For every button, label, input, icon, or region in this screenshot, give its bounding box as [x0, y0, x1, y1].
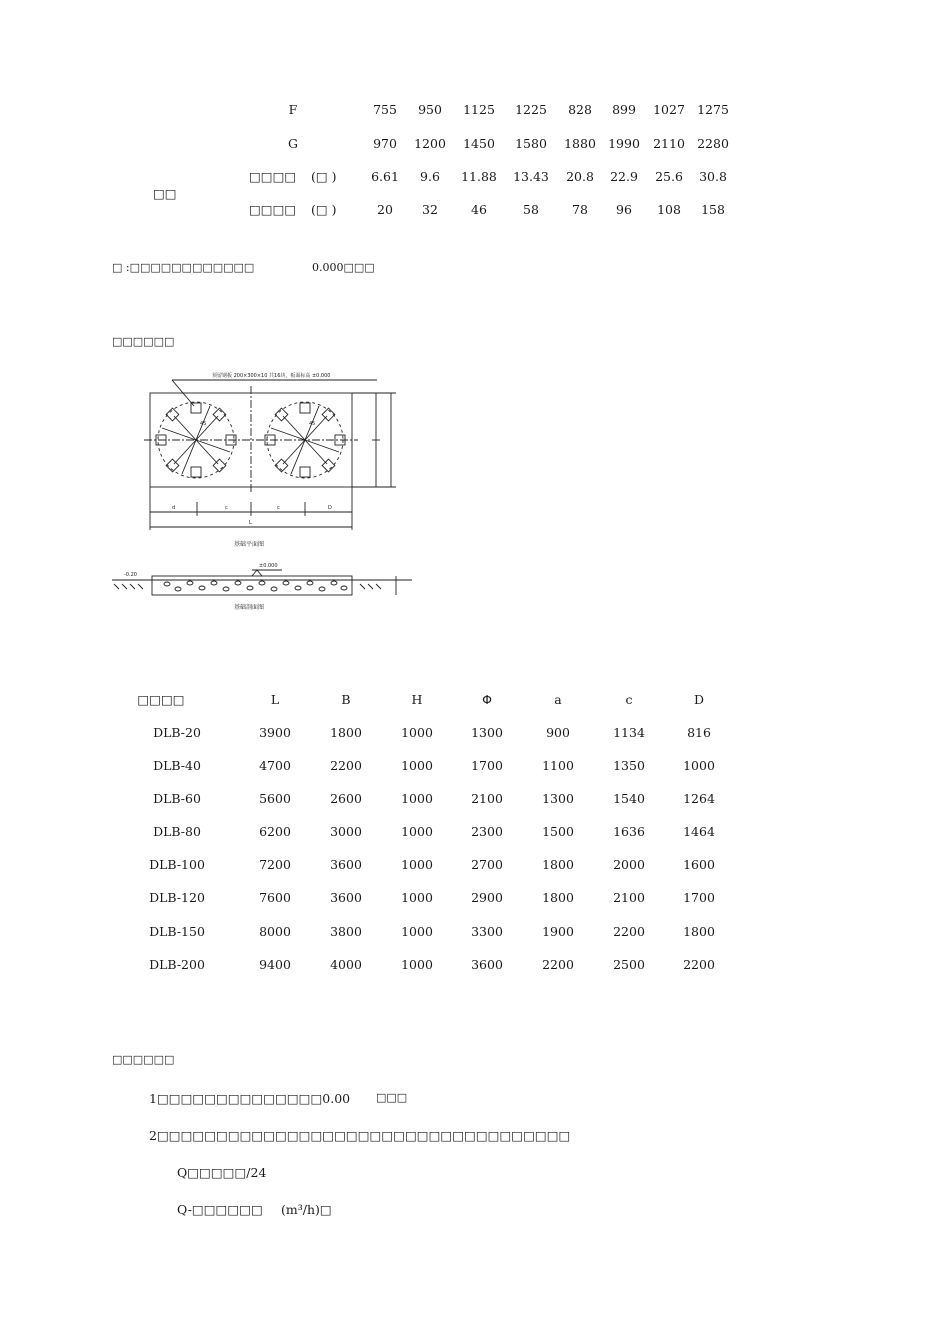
spec-header: L	[270, 692, 280, 707]
group-label: □□	[153, 186, 177, 201]
cell: 25.6	[655, 169, 683, 184]
table-cell: 1000	[683, 758, 715, 773]
cell: 6.61	[371, 169, 399, 184]
table-cell: 2200	[613, 924, 645, 939]
cell: 78	[572, 202, 588, 217]
table-cell: 1800	[542, 890, 574, 905]
foundation-drawing	[112, 366, 412, 616]
cell: 9.6	[420, 169, 440, 184]
cell: 20.8	[566, 169, 594, 184]
spec-header: H	[411, 692, 423, 707]
table-cell: 1700	[683, 890, 715, 905]
table-cell: 1000	[401, 791, 433, 806]
cell: 828	[568, 102, 592, 117]
table-cell: 1000	[401, 725, 433, 740]
row-unit-volume: (□ )	[311, 202, 337, 217]
cell: 899	[612, 102, 636, 117]
table-cell: 2000	[613, 857, 645, 872]
section-title-install: □□□□□□	[112, 1053, 175, 1066]
table-cell: 2200	[683, 957, 715, 972]
table-cell: 9400	[259, 957, 291, 972]
table-cell: 1800	[542, 857, 574, 872]
table-cell: 1600	[683, 857, 715, 872]
table-cell: 4000	[330, 957, 362, 972]
table-cell: 3600	[330, 890, 362, 905]
spec-header: Φ	[482, 692, 492, 707]
table-cell: 1540	[613, 791, 645, 806]
cell: 108	[657, 202, 681, 217]
table-cell: 2500	[613, 957, 645, 972]
cell: 30.8	[699, 169, 727, 184]
list-item-1-tail: □□□	[376, 1091, 408, 1104]
dim-label-L: L	[249, 520, 252, 526]
table-cell: 4700	[259, 758, 291, 773]
table-cell: 2700	[471, 857, 503, 872]
table-cell: 3300	[471, 924, 503, 939]
table-cell: 1000	[401, 857, 433, 872]
table-cell: 6200	[259, 824, 291, 839]
table-cell: 1264	[683, 791, 715, 806]
table-cell: 1000	[401, 890, 433, 905]
cell: 46	[471, 202, 487, 217]
row-label-f: F	[288, 102, 298, 117]
cell: 950	[418, 102, 442, 117]
drawing-top-note: 预留钢板 200×300×10 共16块，板面标高 ±0.000	[212, 373, 331, 379]
plan-caption: 基础平面图	[233, 541, 265, 548]
spec-header: B	[341, 692, 351, 707]
table-cell: 1900	[542, 924, 574, 939]
table-row-model: DLB-20	[153, 725, 201, 740]
cell: 11.88	[461, 169, 497, 184]
section-outline	[152, 576, 352, 595]
spec-header: D	[693, 692, 705, 707]
table-cell: 5600	[259, 791, 291, 806]
cell: 1880	[564, 136, 596, 151]
cell: 13.43	[513, 169, 549, 184]
table-cell: 2100	[613, 890, 645, 905]
formula-unit: (m³/h)□	[281, 1202, 332, 1217]
table-cell: 1000	[401, 957, 433, 972]
row-unit-weight: (□ )	[311, 169, 337, 184]
cell: 96	[616, 202, 632, 217]
cell: 32	[422, 202, 438, 217]
row-label-volume: □□□□	[249, 202, 297, 217]
table-cell: 1000	[401, 824, 433, 839]
dim-label-D: D	[328, 505, 332, 511]
table-cell: 1100	[542, 758, 574, 773]
table-cell: 1134	[613, 725, 645, 740]
level-left: -0.20	[124, 572, 137, 578]
cell: 755	[373, 102, 397, 117]
cell: 22.9	[610, 169, 638, 184]
cell: 158	[701, 202, 725, 217]
level-top: ±0.000	[259, 563, 278, 569]
table-cell: 2200	[330, 758, 362, 773]
cell: 20	[377, 202, 393, 217]
table-cell: 1500	[542, 824, 574, 839]
angle-label-right: 45	[309, 421, 316, 427]
list-item-1: 1□□□□□□□□□□□□□□0.00	[149, 1091, 351, 1106]
formula-definition: Q-□□□□□□	[177, 1202, 263, 1217]
row-label-g: G	[288, 136, 298, 151]
table-cell: 2900	[471, 890, 503, 905]
cell: 970	[373, 136, 397, 151]
table-row-model: DLB-120	[149, 890, 205, 905]
dim-label-d: d	[172, 505, 176, 511]
cell: 1450	[463, 136, 495, 151]
cell: 1027	[653, 102, 685, 117]
table-cell: 7200	[259, 857, 291, 872]
table-cell: 3800	[330, 924, 362, 939]
table-cell: 1464	[683, 824, 715, 839]
cell: 1125	[463, 102, 495, 117]
spec-header: c	[625, 692, 633, 707]
table-cell: 1350	[613, 758, 645, 773]
formula: Q□□□□□/24	[177, 1165, 267, 1180]
list-item-2: 2□□□□□□□□□□□□□□□□□□□□□□□□□□□□□□□□□□□	[149, 1128, 571, 1143]
table-row-model: DLB-80	[153, 824, 201, 839]
table-cell: 8000	[259, 924, 291, 939]
table-cell: 2600	[330, 791, 362, 806]
table-cell: 900	[546, 725, 570, 740]
table-cell: 3900	[259, 725, 291, 740]
table-cell: 816	[687, 725, 711, 740]
table-cell: 1636	[613, 824, 645, 839]
table-cell: 1000	[401, 758, 433, 773]
row-label-weight: □□□□	[249, 169, 297, 184]
cell: 1990	[608, 136, 640, 151]
cell: 1275	[697, 102, 729, 117]
spec-header: a	[554, 692, 562, 707]
table-cell: 1300	[542, 791, 574, 806]
section-caption: 基础剖面图	[233, 604, 265, 611]
table-row-model: DLB-200	[149, 957, 205, 972]
dim-label-c2: c	[277, 505, 280, 511]
note-value: 0.000□□□	[312, 261, 375, 274]
cell: 1580	[515, 136, 547, 151]
dim-label-c1: c	[225, 505, 228, 511]
table-cell: 1800	[683, 924, 715, 939]
cell: 2280	[697, 136, 729, 151]
table-cell: 1700	[471, 758, 503, 773]
note-text: □ :□□□□□□□□□□□□	[112, 261, 255, 274]
table-cell: 2300	[471, 824, 503, 839]
spec-header: □□□□	[137, 692, 185, 707]
table-cell: 3600	[330, 857, 362, 872]
table-cell: 1000	[401, 924, 433, 939]
cell: 58	[523, 202, 539, 217]
table-row-model: DLB-40	[153, 758, 201, 773]
table-cell: 3000	[330, 824, 362, 839]
cell: 2110	[653, 136, 685, 151]
table-cell: 1800	[330, 725, 362, 740]
table-cell: 1300	[471, 725, 503, 740]
table-cell: 7600	[259, 890, 291, 905]
cell: 1200	[414, 136, 446, 151]
table-row-model: DLB-150	[149, 924, 205, 939]
angle-label-left: 45	[200, 421, 207, 427]
section-title-foundation: □□□□□□	[112, 335, 175, 348]
cell: 1225	[515, 102, 547, 117]
table-cell: 2200	[542, 957, 574, 972]
table-row-model: DLB-60	[153, 791, 201, 806]
table-cell: 2100	[471, 791, 503, 806]
table-cell: 3600	[471, 957, 503, 972]
table-row-model: DLB-100	[149, 857, 205, 872]
